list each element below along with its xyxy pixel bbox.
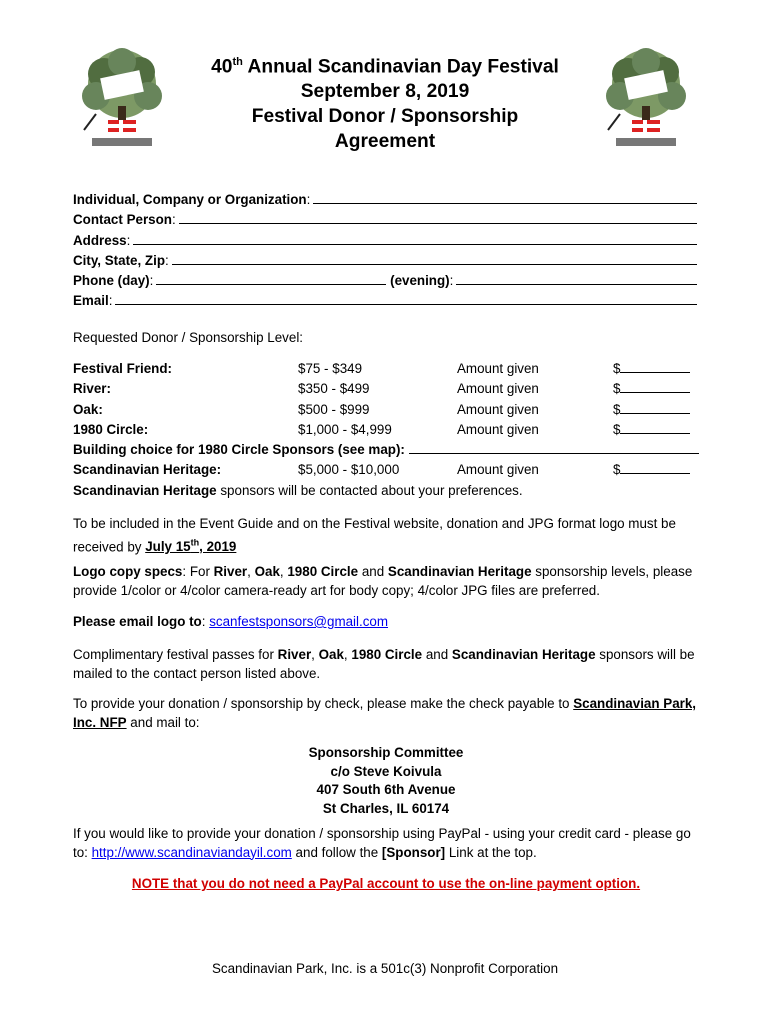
event-guide-paragraph: To be included in the Event Guide and on the Festival website, donation and JPG format logo must be received by July 15th, 2019 <box>73 516 676 554</box>
tree-logo-icon <box>590 44 702 156</box>
building-choice-field[interactable]: Building choice for 1980 Circle Sponsors (see map): <box>73 440 699 460</box>
sponsorship-levels <box>73 359 699 501</box>
sponsor-email-link[interactable]: scanfestsponsors@gmail.com <box>209 614 389 629</box>
level-row[interactable]: River: $350 - $499 Amount given $ <box>73 379 699 399</box>
contact-form <box>73 190 697 312</box>
paypal-paragraph: If you would like to provide your donation / sponsorship using PayPal - using your credit card - please go to: http://www.scandinaviandayil.com and follow the [Sponsor] Link at the top. <box>73 826 691 860</box>
heritage-note: Scandinavian Heritage sponsors will be contacted about your preferences. <box>73 482 523 498</box>
org-field[interactable]: Individual, Company or Organization : <box>73 190 697 210</box>
paypal-website-link[interactable]: http://www.scandinaviandayil.com <box>91 844 292 860</box>
tree-logo-icon <box>66 44 178 156</box>
check-paragraph: To provide your donation / sponsorship by check, please make the check payable to Scandinavian Park, Inc. NFP and mail to: <box>73 696 697 730</box>
level-row[interactable]: Festival Friend: $75 - $349 Amount given $ <box>73 359 699 379</box>
phone-field[interactable]: Phone (day) : (evening) : <box>73 271 697 291</box>
level-row[interactable]: 1980 Circle: $1,000 - $4,999 Amount given $ <box>73 420 699 440</box>
level-row[interactable]: Oak: $500 - $999 Amount given $ <box>73 400 699 420</box>
footer-text: Scandinavian Park, Inc. is a 501c(3) Nonprofit Corporation <box>211 961 559 976</box>
passes-paragraph: Complimentary festival passes for River, Oak, 1980 Circle and Scandinavian Heritage sponsors will be mailed to the contact person listed above. <box>73 647 695 681</box>
contact-field[interactable]: Contact Person : <box>73 210 697 230</box>
mailing-address: Sponsorship Committee c/o Steve Koivula 407 South 6th Avenue St Charles, IL 60174 <box>308 745 464 816</box>
festival-date: September 8, 2019 <box>300 81 470 103</box>
address-field[interactable]: Address : <box>73 231 697 251</box>
email-logo-paragraph: Please email logo to: scanfestsponsors@gmail.com <box>73 614 389 629</box>
level-row[interactable]: Scandinavian Heritage: $5,000 - $10,000 Amount given $ <box>73 460 699 480</box>
email-field[interactable]: Email : <box>73 291 697 311</box>
page-title: 40th Annual Scandinavian Day Festival September 8, 2019 Festival Donor / Sponsorship Agreement <box>170 50 600 154</box>
city-field[interactable]: City, State, Zip : <box>73 251 697 271</box>
levels-intro: Requested Donor / Sponsorship Level: <box>73 330 304 345</box>
paypal-note: NOTE that you do not need a PayPal account to use the on-line payment option. <box>131 876 641 891</box>
logo-specs-paragraph: Logo copy specs: For River, Oak, 1980 Circle and Scandinavian Heritage sponsorship levels, please provide 1/color or 4/color camera-ready art for body copy; 4/color JPG files are preferred. <box>73 564 693 598</box>
